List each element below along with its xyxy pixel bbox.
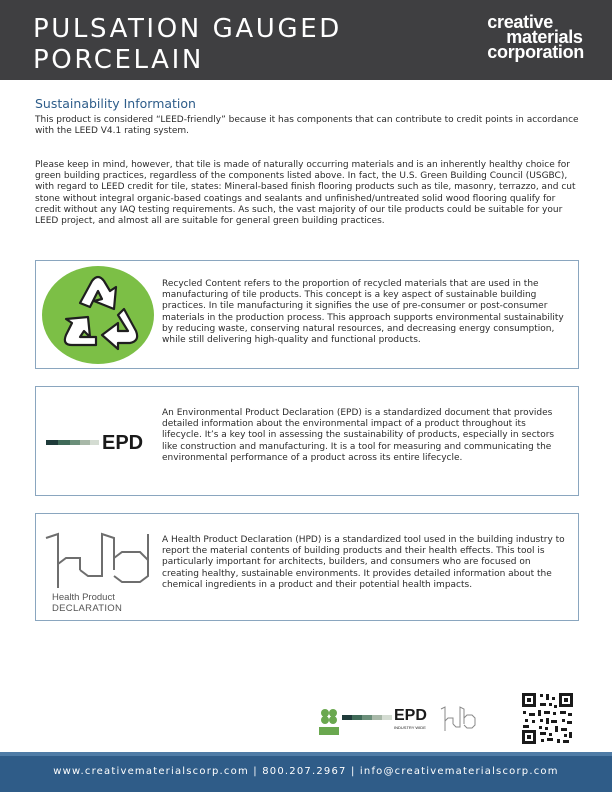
epd-text: An Environmental Product Declaration (EPD) is a standardized document that provides detailed information about the environmental impact of a product throughout its lifecycle. It’s a key tool in assessing the sustainability of products, especially in sectors like construction and manufacturing. It is a tool for measuring and communicating the environmental performance of a product across its entire lifecycle. <box>162 408 555 463</box>
footer-contact[interactable]: www.creativematerialscorp.com | 800.207.2967 | info@creativematerialscorp.com <box>53 766 559 777</box>
header-banner <box>0 0 612 80</box>
epd-card <box>35 386 579 496</box>
intro-paragraph: This product is considered “LEED-friendly” because it has components that can contribute to credit points in accordance with the LEED V4.1 rating system. <box>35 115 579 137</box>
footer-bar <box>0 756 612 792</box>
footer-hpd-icon <box>440 705 476 735</box>
product-title-line1: PULSATION GAUGED <box>33 14 342 44</box>
section-heading: Sustainability Information <box>35 96 196 111</box>
leed-paragraph: Please keep in mind, however, that tile is made of naturally occurring materials and is an inherently healthy choice for green building practices, regardless of the components listed above. In fact, the U.S. Green Building Council (USGBC), with regard to LEED credit for tile, states: Mineral-based finish flooring products such as tile, masonry, terrazzo, and cut stone without integral organic-based coatings and sealants and unfinished/untreated solid wood flooring qualify for credit without any IAQ testing requirements. As such, the vast majority of our tile products could be suitable for your LEED project, and almost all are suitable for general green building practices. <box>35 160 576 227</box>
hpd-card <box>35 513 579 621</box>
certification-logos <box>318 703 478 737</box>
hpd-text: A Health Product Declaration (HPD) is a standardized tool used in the building industry to report the material contents of building products and their health effects. This tool is particularly important for architects, builders, and consumers who are focused on creating healthy, sustainable environments. It provides detailed information about the chemical ingredients in a product and their potential health impacts. <box>162 535 565 590</box>
footer-epd-sub: INDUSTRY WIDE <box>394 725 426 730</box>
leed-clover-icon <box>318 705 340 737</box>
qr-code[interactable] <box>520 691 575 746</box>
company-logo-line1: creative <box>487 12 553 32</box>
recycled-content-text: Recycled Content refers to the proportion of recycled materials that are used in the manufacturing of tile products. This concept is a key aspect of sustainable building practices. In tile manufacturing it signifies the use of pre-consumer or post-consumer materials in the production process. This approach supports environmental sustainability by reducing waste, conserving natural resources, and decreasing energy consumption, while still delivering high-quality and functional products. <box>162 279 564 346</box>
epd-logo <box>46 433 151 453</box>
hpd-logo-line2: DECLARATION <box>52 603 123 614</box>
product-title-line2: PORCELAIN <box>33 45 204 75</box>
hpd-logo <box>44 530 154 615</box>
recycle-icon <box>40 265 156 365</box>
company-logo-line2: materials <box>506 27 583 47</box>
company-logo-line3: corporation <box>487 42 584 62</box>
company-logo <box>487 12 584 62</box>
footer-epd-text: EPD <box>394 707 427 724</box>
hpd-logo-line1: Health Product <box>52 592 115 603</box>
epd-logo-text: EPD <box>102 432 144 454</box>
recycled-content-card <box>35 260 579 369</box>
epd-bars-icon <box>342 714 392 722</box>
product-title <box>33 14 342 76</box>
